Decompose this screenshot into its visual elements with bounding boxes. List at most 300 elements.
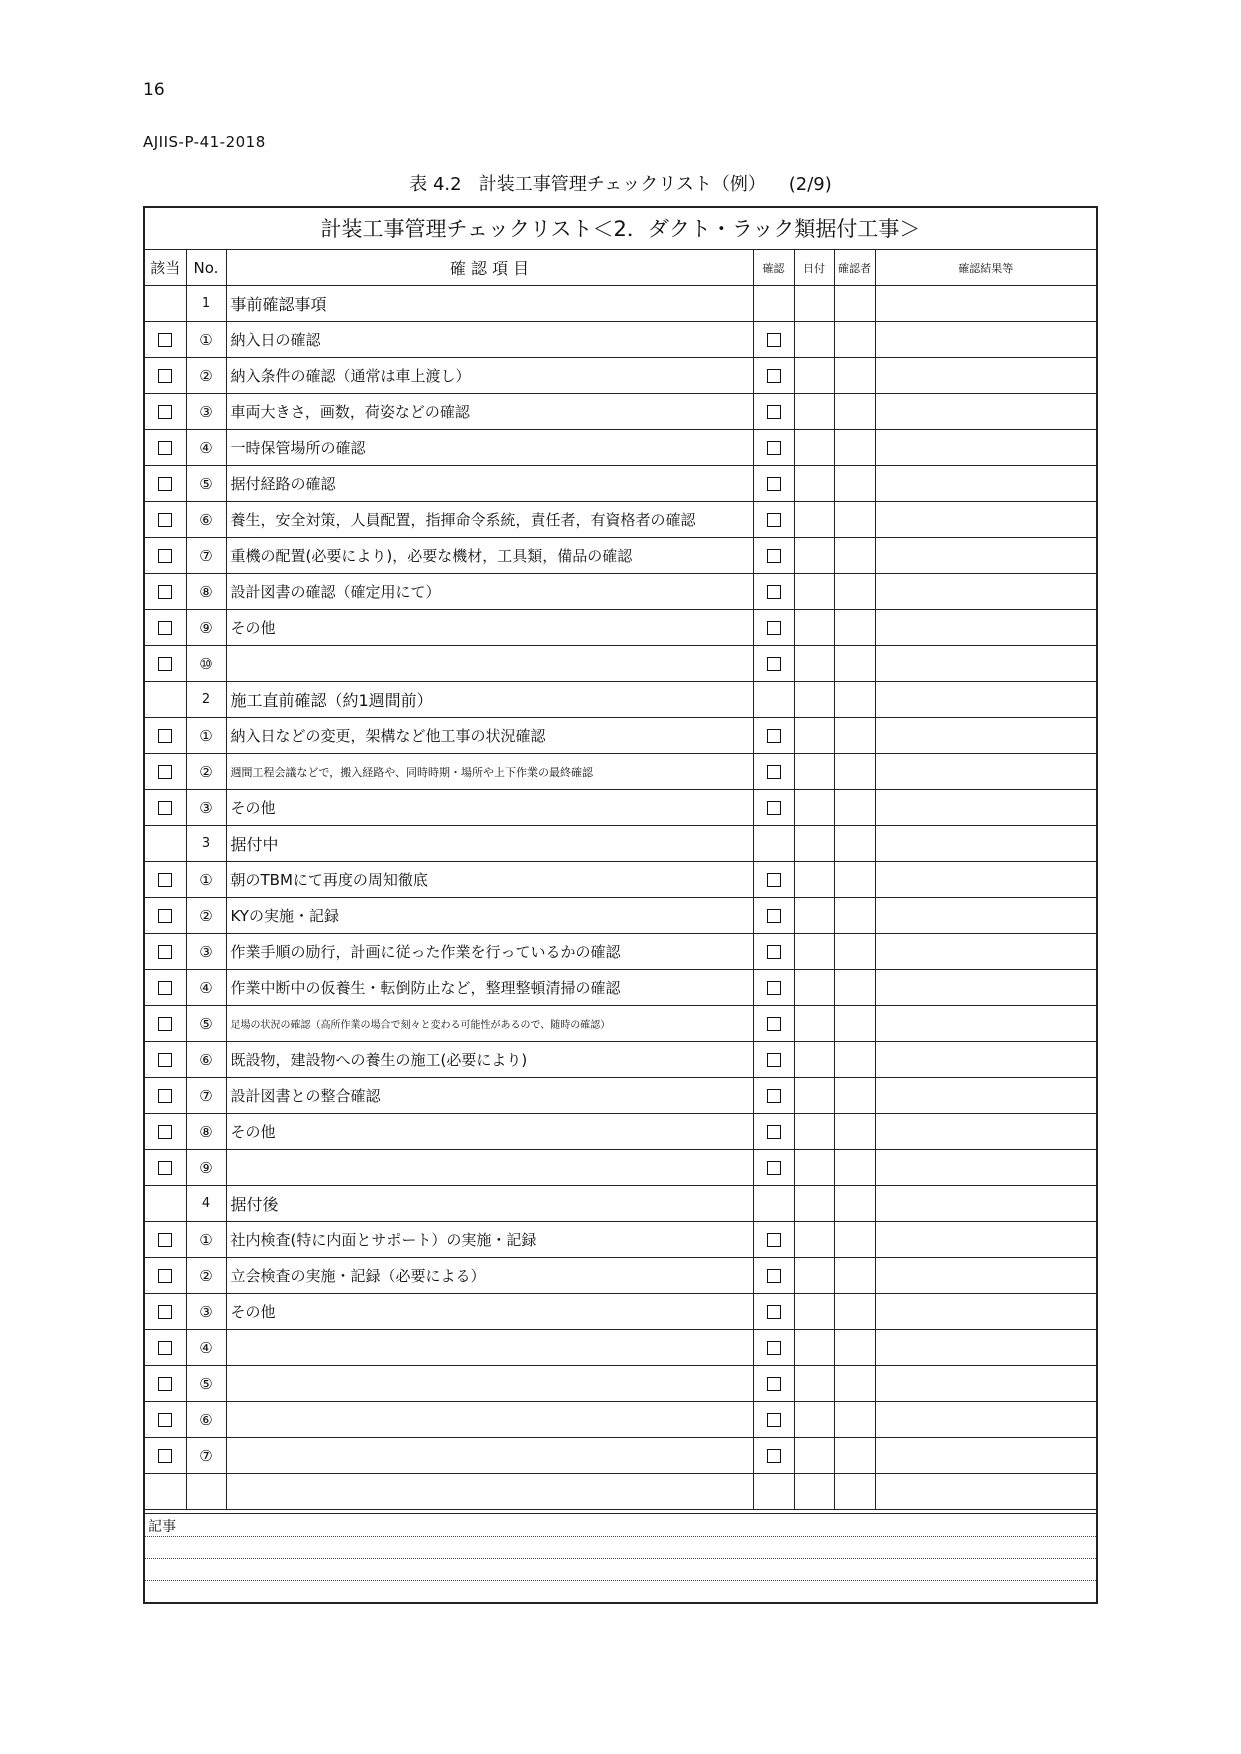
item-text: 車両大きさ，画数，荷姿などの確認 <box>226 394 753 430</box>
checker-cell[interactable] <box>834 1150 875 1186</box>
confirm-cell[interactable] <box>753 790 794 826</box>
applicable-cell[interactable] <box>145 1294 186 1330</box>
confirm-checkbox[interactable] <box>767 1269 781 1283</box>
checker-cell[interactable] <box>834 1006 875 1042</box>
applicable-checkbox[interactable] <box>158 1269 172 1283</box>
applicable-checkbox[interactable] <box>158 765 172 779</box>
date-cell[interactable] <box>794 1366 834 1402</box>
checklist-table <box>145 250 1096 1510</box>
checker-cell[interactable] <box>834 790 875 826</box>
result-cell[interactable] <box>875 970 1096 1006</box>
date-cell[interactable] <box>794 610 834 646</box>
checker-cell[interactable] <box>834 1366 875 1402</box>
date-cell[interactable] <box>794 934 834 970</box>
applicable-checkbox[interactable] <box>158 1125 172 1139</box>
item-text: 週間工程会議などで，搬入経路や、同時時期・場所や上下作業の最終確認 <box>226 754 753 790</box>
date-cell[interactable] <box>794 466 834 502</box>
applicable-cell[interactable] <box>145 502 186 538</box>
result-cell[interactable] <box>875 1258 1096 1294</box>
item-text <box>226 1330 753 1366</box>
item-text: KYの実施・記録 <box>226 898 753 934</box>
result-cell[interactable] <box>875 1042 1096 1078</box>
applicable-cell[interactable] <box>145 790 186 826</box>
result-cell[interactable] <box>875 1438 1096 1474</box>
result-cell[interactable] <box>875 1330 1096 1366</box>
confirm-checkbox[interactable] <box>767 801 781 815</box>
checklist-row <box>145 1042 1096 1078</box>
result-cell[interactable] <box>875 1474 1096 1510</box>
header-applicable: 該当 <box>145 250 186 286</box>
applicable-cell[interactable] <box>145 1330 186 1366</box>
date-cell[interactable] <box>794 1078 834 1114</box>
confirm-checkbox[interactable] <box>767 369 781 383</box>
checker-cell[interactable] <box>834 1222 875 1258</box>
date-cell[interactable] <box>794 1438 834 1474</box>
applicable-cell[interactable] <box>145 466 186 502</box>
item-number: ⑩ <box>186 646 226 682</box>
item-number: ⑨ <box>186 1150 226 1186</box>
header-check: 確認 <box>753 250 794 286</box>
confirm-cell[interactable] <box>753 466 794 502</box>
confirm-cell[interactable] <box>753 1438 794 1474</box>
applicable-checkbox[interactable] <box>158 1449 172 1463</box>
applicable-cell[interactable] <box>145 610 186 646</box>
item-number: ② <box>186 898 226 934</box>
applicable-cell[interactable] <box>145 574 186 610</box>
item-number: ③ <box>186 934 226 970</box>
item-number: ④ <box>186 970 226 1006</box>
result-cell[interactable] <box>875 754 1096 790</box>
checklist-row <box>145 574 1096 610</box>
result-cell[interactable] <box>875 1114 1096 1150</box>
checker-cell[interactable] <box>834 1042 875 1078</box>
confirm-cell[interactable] <box>753 538 794 574</box>
applicable-cell[interactable] <box>145 394 186 430</box>
checker-cell[interactable] <box>834 1186 875 1222</box>
confirm-cell[interactable] <box>753 1258 794 1294</box>
result-cell[interactable] <box>875 1006 1096 1042</box>
applicable-cell[interactable] <box>145 1438 186 1474</box>
checklist-row <box>145 934 1096 970</box>
item-number <box>186 1474 226 1510</box>
checklist-row <box>145 862 1096 898</box>
notes-line <box>145 1580 1096 1581</box>
item-number: ① <box>186 718 226 754</box>
checklist-row <box>145 1402 1096 1438</box>
item-number: ② <box>186 754 226 790</box>
notes-label: 記事 <box>148 1519 176 1535</box>
confirm-cell[interactable] <box>753 970 794 1006</box>
date-cell[interactable] <box>794 1150 834 1186</box>
confirm-cell[interactable] <box>753 1078 794 1114</box>
checker-cell[interactable] <box>834 358 875 394</box>
applicable-checkbox[interactable] <box>158 981 172 995</box>
checker-cell[interactable] <box>834 718 875 754</box>
result-cell[interactable] <box>875 826 1096 862</box>
checklist-row <box>145 502 1096 538</box>
applicable-cell[interactable] <box>145 862 186 898</box>
result-cell[interactable] <box>875 1222 1096 1258</box>
confirm-cell[interactable] <box>753 430 794 466</box>
item-number: ③ <box>186 394 226 430</box>
confirm-cell <box>753 1186 794 1222</box>
confirm-cell[interactable] <box>753 1114 794 1150</box>
item-text: 重機の配置(必要により)，必要な機材，工具類，備品の確認 <box>226 538 753 574</box>
checklist-row <box>145 1294 1096 1330</box>
sheet-title: 計装工事管理チェックリスト＜2．ダクト・ラック類据付工事＞ <box>145 208 1096 250</box>
checker-cell[interactable] <box>834 646 875 682</box>
item-text: 据付経路の確認 <box>226 466 753 502</box>
date-cell[interactable] <box>794 790 834 826</box>
checklist-row <box>145 358 1096 394</box>
item-number: ⑤ <box>186 466 226 502</box>
confirm-checkbox[interactable] <box>767 1305 781 1319</box>
item-text: 養生，安全対策，人員配置，指揮命令系統，責任者，有資格者の確認 <box>226 502 753 538</box>
applicable-checkbox[interactable] <box>158 909 172 923</box>
result-cell[interactable] <box>875 1294 1096 1330</box>
confirm-cell[interactable] <box>753 610 794 646</box>
checker-cell[interactable] <box>834 1438 875 1474</box>
confirm-cell[interactable] <box>753 322 794 358</box>
checklist-row <box>145 898 1096 934</box>
applicable-cell[interactable] <box>145 1150 186 1186</box>
result-cell[interactable] <box>875 502 1096 538</box>
checker-cell[interactable] <box>834 538 875 574</box>
confirm-checkbox[interactable] <box>767 873 781 887</box>
checker-cell[interactable] <box>834 1114 875 1150</box>
item-text: 設計図書との整合確認 <box>226 1078 753 1114</box>
date-cell[interactable] <box>794 1474 834 1510</box>
applicable-cell[interactable] <box>145 970 186 1006</box>
date-cell[interactable] <box>794 646 834 682</box>
applicable-cell[interactable] <box>145 1078 186 1114</box>
checklist-row <box>145 970 1096 1006</box>
applicable-cell[interactable] <box>145 358 186 394</box>
confirm-cell[interactable] <box>753 1150 794 1186</box>
result-cell[interactable] <box>875 1150 1096 1186</box>
date-cell[interactable] <box>794 1042 834 1078</box>
checker-cell[interactable] <box>834 322 875 358</box>
applicable-cell[interactable] <box>145 322 186 358</box>
result-cell[interactable] <box>875 1078 1096 1114</box>
result-cell[interactable] <box>875 394 1096 430</box>
date-cell[interactable] <box>794 1222 834 1258</box>
date-cell[interactable] <box>794 1114 834 1150</box>
confirm-cell[interactable] <box>753 394 794 430</box>
result-cell[interactable] <box>875 718 1096 754</box>
item-number: ① <box>186 862 226 898</box>
confirm-checkbox[interactable] <box>767 1053 781 1067</box>
result-cell[interactable] <box>875 1366 1096 1402</box>
confirm-checkbox[interactable] <box>767 477 781 491</box>
date-cell[interactable] <box>794 826 834 862</box>
date-cell[interactable] <box>794 1330 834 1366</box>
confirm-cell[interactable] <box>753 1330 794 1366</box>
confirm-checkbox[interactable] <box>767 1413 781 1427</box>
applicable-cell[interactable] <box>145 754 186 790</box>
confirm-checkbox[interactable] <box>767 909 781 923</box>
result-cell[interactable] <box>875 538 1096 574</box>
confirm-checkbox[interactable] <box>767 1161 781 1175</box>
confirm-cell[interactable] <box>753 502 794 538</box>
checker-cell[interactable] <box>834 1294 875 1330</box>
header-checker: 確認者 <box>834 250 875 286</box>
confirm-checkbox[interactable] <box>767 1017 781 1031</box>
confirm-cell[interactable] <box>753 1402 794 1438</box>
result-cell[interactable] <box>875 322 1096 358</box>
checklist-row <box>145 538 1096 574</box>
confirm-checkbox[interactable] <box>767 657 781 671</box>
checker-cell[interactable] <box>834 898 875 934</box>
section-row <box>145 1186 1096 1222</box>
applicable-cell[interactable] <box>145 1006 186 1042</box>
applicable-checkbox[interactable] <box>158 549 172 563</box>
checker-cell[interactable] <box>834 1330 875 1366</box>
confirm-checkbox[interactable] <box>767 1341 781 1355</box>
checker-cell[interactable] <box>834 754 875 790</box>
result-cell[interactable] <box>875 286 1096 322</box>
date-cell[interactable] <box>794 898 834 934</box>
date-cell[interactable] <box>794 1186 834 1222</box>
header-row <box>145 250 1096 286</box>
item-number: ① <box>186 322 226 358</box>
confirm-checkbox[interactable] <box>767 405 781 419</box>
applicable-cell[interactable] <box>145 1402 186 1438</box>
confirm-checkbox[interactable] <box>767 729 781 743</box>
section-row <box>145 682 1096 718</box>
checker-cell[interactable] <box>834 1078 875 1114</box>
checker-cell[interactable] <box>834 466 875 502</box>
checker-cell[interactable] <box>834 610 875 646</box>
confirm-checkbox[interactable] <box>767 765 781 779</box>
checklist-row <box>145 610 1096 646</box>
applicable-checkbox[interactable] <box>158 1161 172 1175</box>
date-cell[interactable] <box>794 1258 834 1294</box>
applicable-checkbox[interactable] <box>158 801 172 815</box>
applicable-checkbox[interactable] <box>158 585 172 599</box>
applicable-cell[interactable] <box>145 646 186 682</box>
item-text: 既設物，建設物への養生の施工(必要により) <box>226 1042 753 1078</box>
applicable-checkbox[interactable] <box>158 1341 172 1355</box>
checklist-row <box>145 718 1096 754</box>
date-cell[interactable] <box>794 574 834 610</box>
date-cell[interactable] <box>794 394 834 430</box>
applicable-checkbox[interactable] <box>158 1089 172 1103</box>
date-cell[interactable] <box>794 1006 834 1042</box>
item-text: 納入日の確認 <box>226 322 753 358</box>
caption-label: 表 4.2 <box>409 174 462 195</box>
checklist-row <box>145 322 1096 358</box>
header-item: 確 認 項 目 <box>226 250 753 286</box>
confirm-checkbox[interactable] <box>767 1377 781 1391</box>
applicable-checkbox[interactable] <box>158 369 172 383</box>
confirm-checkbox[interactable] <box>767 981 781 995</box>
checklist-row <box>145 1258 1096 1294</box>
confirm-checkbox[interactable] <box>767 1125 781 1139</box>
item-text: その他 <box>226 790 753 826</box>
date-cell[interactable] <box>794 430 834 466</box>
applicable-cell[interactable] <box>145 430 186 466</box>
confirm-cell[interactable] <box>753 754 794 790</box>
result-cell[interactable] <box>875 358 1096 394</box>
confirm-checkbox[interactable] <box>767 1233 781 1247</box>
section-row <box>145 286 1096 322</box>
result-cell[interactable] <box>875 430 1096 466</box>
date-cell[interactable] <box>794 502 834 538</box>
confirm-cell[interactable] <box>753 1006 794 1042</box>
date-cell[interactable] <box>794 970 834 1006</box>
applicable-cell[interactable] <box>145 934 186 970</box>
confirm-cell[interactable] <box>753 1222 794 1258</box>
checker-cell[interactable] <box>834 1402 875 1438</box>
result-cell[interactable] <box>875 646 1096 682</box>
applicable-cell <box>145 682 186 718</box>
checklist-row <box>145 1330 1096 1366</box>
applicable-checkbox[interactable] <box>158 477 172 491</box>
applicable-checkbox[interactable] <box>158 1413 172 1427</box>
checker-cell[interactable] <box>834 826 875 862</box>
applicable-checkbox[interactable] <box>158 513 172 527</box>
item-number: 2 <box>186 682 226 718</box>
applicable-cell[interactable] <box>145 538 186 574</box>
checker-cell[interactable] <box>834 394 875 430</box>
confirm-checkbox[interactable] <box>767 333 781 347</box>
applicable-checkbox[interactable] <box>158 405 172 419</box>
checklist-rows <box>145 286 1096 1510</box>
date-cell[interactable] <box>794 1294 834 1330</box>
applicable-checkbox[interactable] <box>158 1305 172 1319</box>
checker-cell[interactable] <box>834 574 875 610</box>
confirm-checkbox[interactable] <box>767 441 781 455</box>
applicable-checkbox[interactable] <box>158 1377 172 1391</box>
result-cell[interactable] <box>875 898 1096 934</box>
item-number: 3 <box>186 826 226 862</box>
applicable-checkbox[interactable] <box>158 1233 172 1247</box>
date-cell[interactable] <box>794 862 834 898</box>
applicable-cell[interactable] <box>145 1114 186 1150</box>
confirm-checkbox[interactable] <box>767 945 781 959</box>
checklist-row <box>145 1474 1096 1510</box>
item-text: その他 <box>226 610 753 646</box>
item-text: 施工直前確認（約1週間前） <box>226 682 753 718</box>
item-text <box>226 646 753 682</box>
caption-page-of: (2/9) <box>788 174 832 195</box>
date-cell[interactable] <box>794 322 834 358</box>
item-text: 朝のTBMにて再度の周知徹底 <box>226 862 753 898</box>
confirm-checkbox[interactable] <box>767 1089 781 1103</box>
applicable-cell[interactable] <box>145 1258 186 1294</box>
confirm-checkbox[interactable] <box>767 621 781 635</box>
checklist-row <box>145 1006 1096 1042</box>
checker-cell[interactable] <box>834 862 875 898</box>
result-cell[interactable] <box>875 790 1096 826</box>
date-cell[interactable] <box>794 286 834 322</box>
item-number: ⑥ <box>186 1042 226 1078</box>
applicable-cell[interactable] <box>145 1222 186 1258</box>
item-text: 一時保管場所の確認 <box>226 430 753 466</box>
caption-title: 計装工事管理チェックリスト（例） <box>478 174 766 195</box>
date-cell[interactable] <box>794 538 834 574</box>
checklist-row <box>145 466 1096 502</box>
applicable-checkbox[interactable] <box>158 1053 172 1067</box>
result-cell[interactable] <box>875 466 1096 502</box>
result-cell[interactable] <box>875 574 1096 610</box>
confirm-checkbox[interactable] <box>767 549 781 563</box>
applicable-checkbox[interactable] <box>158 1017 172 1031</box>
date-cell[interactable] <box>794 682 834 718</box>
applicable-checkbox[interactable] <box>158 657 172 671</box>
item-text <box>226 1438 753 1474</box>
result-cell[interactable] <box>875 1402 1096 1438</box>
checklist-row <box>145 646 1096 682</box>
item-text: 足場の状況の確認（高所作業の場合で刻々と変わる可能性があるので、随時の確認） <box>226 1006 753 1042</box>
item-number: ⑥ <box>186 1402 226 1438</box>
item-text <box>226 1402 753 1438</box>
result-cell[interactable] <box>875 682 1096 718</box>
checker-cell[interactable] <box>834 286 875 322</box>
applicable-cell[interactable] <box>145 898 186 934</box>
item-number: ⑨ <box>186 610 226 646</box>
confirm-checkbox[interactable] <box>767 513 781 527</box>
applicable-checkbox[interactable] <box>158 729 172 743</box>
confirm-cell[interactable] <box>753 1366 794 1402</box>
confirm-checkbox[interactable] <box>767 585 781 599</box>
item-number: ④ <box>186 1330 226 1366</box>
confirm-cell[interactable] <box>753 718 794 754</box>
result-cell[interactable] <box>875 610 1096 646</box>
applicable-cell[interactable] <box>145 1366 186 1402</box>
confirm-cell[interactable] <box>753 898 794 934</box>
confirm-cell[interactable] <box>753 934 794 970</box>
checklist-row <box>145 1150 1096 1186</box>
confirm-cell[interactable] <box>753 574 794 610</box>
item-number: ⑧ <box>186 574 226 610</box>
item-number: ⑦ <box>186 1438 226 1474</box>
checker-cell[interactable] <box>834 502 875 538</box>
applicable-checkbox[interactable] <box>158 441 172 455</box>
applicable-cell[interactable] <box>145 718 186 754</box>
confirm-cell[interactable] <box>753 1294 794 1330</box>
checker-cell[interactable] <box>834 430 875 466</box>
applicable-cell[interactable] <box>145 1042 186 1078</box>
applicable-cell <box>145 286 186 322</box>
date-cell[interactable] <box>794 358 834 394</box>
item-number: ① <box>186 1222 226 1258</box>
checker-cell[interactable] <box>834 1258 875 1294</box>
checker-cell[interactable] <box>834 682 875 718</box>
applicable-checkbox[interactable] <box>158 333 172 347</box>
confirm-cell[interactable] <box>753 358 794 394</box>
applicable-checkbox[interactable] <box>158 873 172 887</box>
date-cell[interactable] <box>794 1402 834 1438</box>
confirm-cell[interactable] <box>753 862 794 898</box>
notes-line <box>145 1558 1096 1559</box>
checker-cell[interactable] <box>834 970 875 1006</box>
confirm-cell[interactable] <box>753 646 794 682</box>
date-cell[interactable] <box>794 718 834 754</box>
checker-cell[interactable] <box>834 934 875 970</box>
applicable-checkbox[interactable] <box>158 945 172 959</box>
result-cell[interactable] <box>875 862 1096 898</box>
date-cell[interactable] <box>794 754 834 790</box>
applicable-checkbox[interactable] <box>158 621 172 635</box>
confirm-cell[interactable] <box>753 1042 794 1078</box>
checker-cell[interactable] <box>834 1474 875 1510</box>
confirm-checkbox[interactable] <box>767 1449 781 1463</box>
result-cell[interactable] <box>875 934 1096 970</box>
result-cell[interactable] <box>875 1186 1096 1222</box>
item-number: 1 <box>186 286 226 322</box>
